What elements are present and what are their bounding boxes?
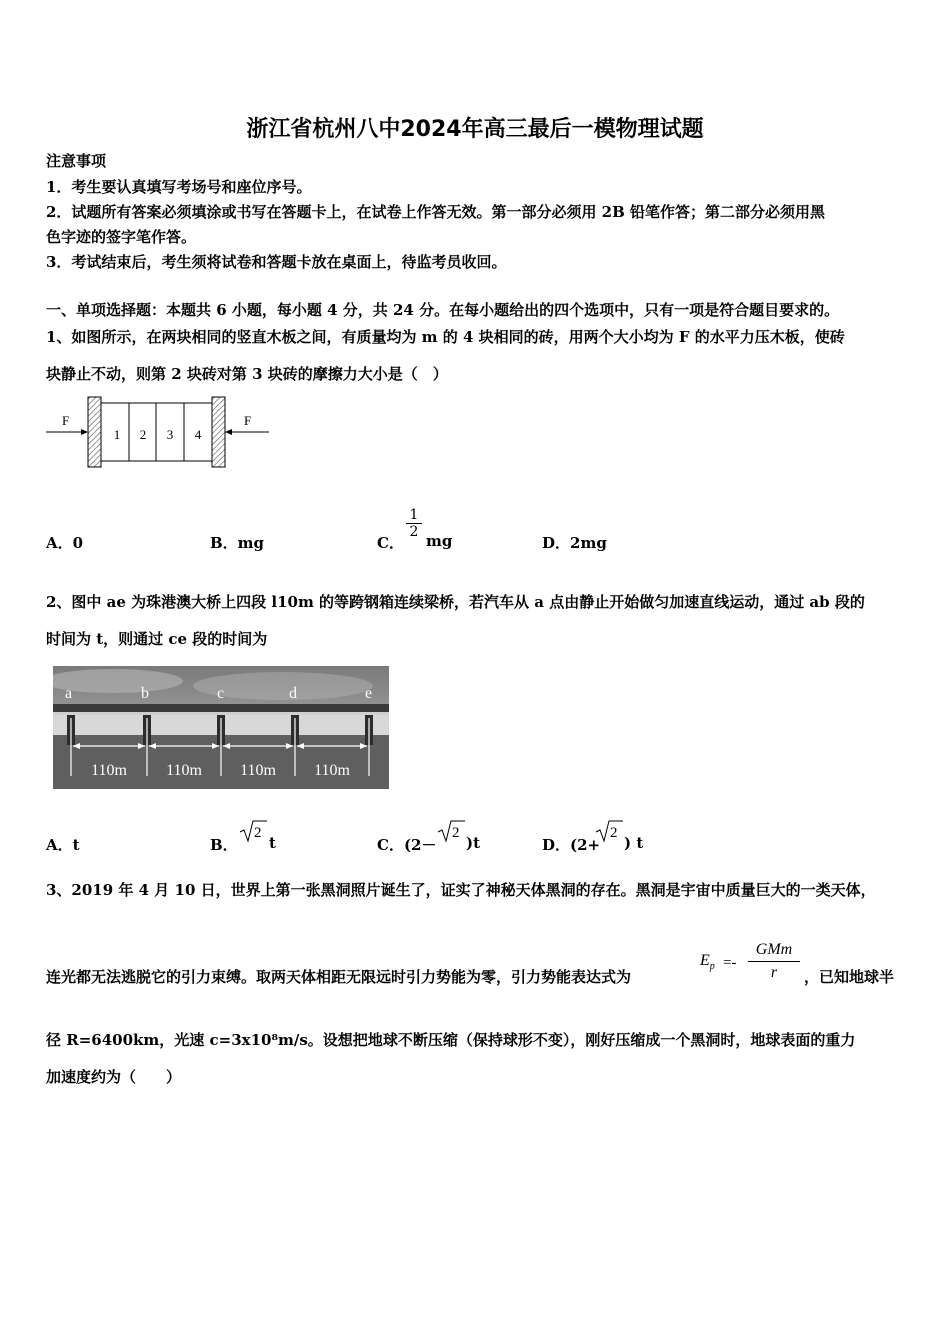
brick-4-label: 4 bbox=[194, 427, 202, 442]
q2-option-c[interactable] bbox=[377, 834, 436, 855]
q3-line2-pre: 连光都无法逃脱它的引力束缚。取两天体相距无限远时引力势能为零，引力势能表达式为 bbox=[46, 968, 632, 986]
point-d-label: d bbox=[289, 685, 297, 702]
q3-formula-eq: =- bbox=[723, 955, 737, 971]
notice-item-2: 2．试题所有答案必须填涂或书写在答题卡上，在试卷上作答无效。第一部分必须用 2B 铅笔作答；第二部分必须用黑 bbox=[46, 203, 826, 221]
q2-option-a[interactable]: A．t bbox=[46, 836, 80, 854]
q3-line1: 3、2019 年 4 月 10 日，世界上第一张黑洞照片诞生了，证实了神秘天体黑洞的存在。黑洞是宇宙中质量巨大的一类天体， bbox=[46, 881, 876, 899]
formula-bar bbox=[748, 961, 800, 962]
notice-item-3: 3．考试结束后，考生须将试卷和答题卡放在桌面上，待监考员收回。 bbox=[46, 253, 507, 271]
left-board bbox=[88, 397, 101, 467]
q2-line1: 2、图中 ae 为珠港澳大桥上四段 l10m 的等跨钢箱连续梁桥，若汽车从 a 点由静止开始做匀加速直线运动，通过 ab 段的 bbox=[46, 593, 865, 611]
notice-item-1: 1．考生要认真填写考场号和座位序号。 bbox=[46, 178, 312, 196]
q1-option-c-prefix[interactable]: C． bbox=[377, 534, 404, 552]
q1-option-c-fraction bbox=[406, 507, 422, 540]
section-heading: 一、单项选择题：本题共 6 小题，每小题 4 分，共 24 分。在每小题给出的四个选项中，只有一项是符合题目要求的。 bbox=[46, 301, 840, 319]
point-b-label: b bbox=[141, 685, 149, 702]
formula-numerator: GMm bbox=[755, 941, 793, 958]
q2-option-b-suffix: t bbox=[269, 834, 276, 852]
q2-option-c-suffix: )t bbox=[466, 834, 481, 852]
formula-denominator: r bbox=[770, 964, 778, 981]
q3-line3: 径 R=6400km，光速 c=3x10⁸m/s。设想把地球不断压缩（保持球形不变），刚好压缩成一个黑洞时，地球表面的重力 bbox=[46, 1031, 856, 1049]
notice-heading: 注意事项 bbox=[46, 152, 107, 170]
bridge-photo bbox=[53, 666, 389, 789]
notice-item-2-cont: 色字迹的签字笔作答。 bbox=[46, 228, 197, 246]
span-cd-label: 110m bbox=[240, 762, 276, 779]
option-b-prefix: B． bbox=[210, 836, 238, 854]
radicand: 2 bbox=[452, 825, 460, 841]
span-bc-label: 110m bbox=[166, 762, 202, 779]
option-c-prefix: C．(2－ bbox=[377, 836, 437, 854]
brick-1-label: 1 bbox=[113, 427, 121, 442]
page-title: 浙江省杭州八中2024年高三最后一模物理试题 bbox=[246, 117, 704, 142]
radicand: 2 bbox=[254, 825, 262, 841]
formula-sub-p: p bbox=[709, 961, 715, 973]
q1-option-d[interactable]: D．2mg bbox=[542, 534, 607, 552]
fraction-denominator: 2 bbox=[409, 524, 419, 540]
span-de-label: 110m bbox=[314, 762, 350, 779]
point-e-label: e bbox=[365, 685, 373, 702]
point-a-label: a bbox=[65, 685, 73, 702]
q1-line2: 块静止不动，则第 2 块砖对第 3 块砖的摩擦力大小是（ ） bbox=[46, 365, 448, 383]
option-d-prefix: D．(2+ bbox=[542, 836, 601, 854]
force-right-label: F bbox=[244, 413, 252, 428]
force-left-label: F bbox=[62, 413, 70, 428]
q3-formula-lhs bbox=[700, 952, 715, 972]
span-ab-label: 110m bbox=[91, 762, 127, 779]
q1-option-a[interactable]: A．0 bbox=[46, 534, 84, 552]
brick-diagram bbox=[44, 392, 276, 472]
q3-line2-post: ，已知地球半 bbox=[804, 968, 895, 986]
radicand: 2 bbox=[610, 825, 618, 841]
fraction-numerator: 1 bbox=[409, 507, 419, 523]
q1-option-b[interactable]: B．mg bbox=[210, 534, 265, 552]
q1-option-c-suffix: mg bbox=[426, 532, 453, 550]
brick-2-label: 2 bbox=[139, 427, 147, 442]
q3-formula-fraction bbox=[748, 941, 800, 982]
q2-option-d[interactable] bbox=[542, 834, 600, 855]
formula-e: E bbox=[700, 952, 710, 969]
q2-line2: 时间为 t，则通过 ce 段的时间为 bbox=[46, 630, 268, 648]
point-c-label: c bbox=[217, 685, 225, 702]
q3-line4: 加速度约为（ ） bbox=[46, 1068, 182, 1086]
q1-line1: 1、如图所示，在两块相同的竖直木板之间，有质量均为 m 的 4 块相同的砖，用两个大小均为 F 的水平力压木板，使砖 bbox=[46, 328, 845, 346]
right-board bbox=[212, 397, 225, 467]
q2-option-c-sqrt bbox=[436, 818, 466, 844]
brick-3-label: 3 bbox=[166, 427, 174, 442]
q2-option-b[interactable] bbox=[210, 834, 238, 855]
q2-option-d-sqrt bbox=[594, 818, 624, 844]
q2-option-b-sqrt bbox=[238, 818, 268, 844]
q2-option-d-suffix: ) t bbox=[624, 834, 644, 852]
